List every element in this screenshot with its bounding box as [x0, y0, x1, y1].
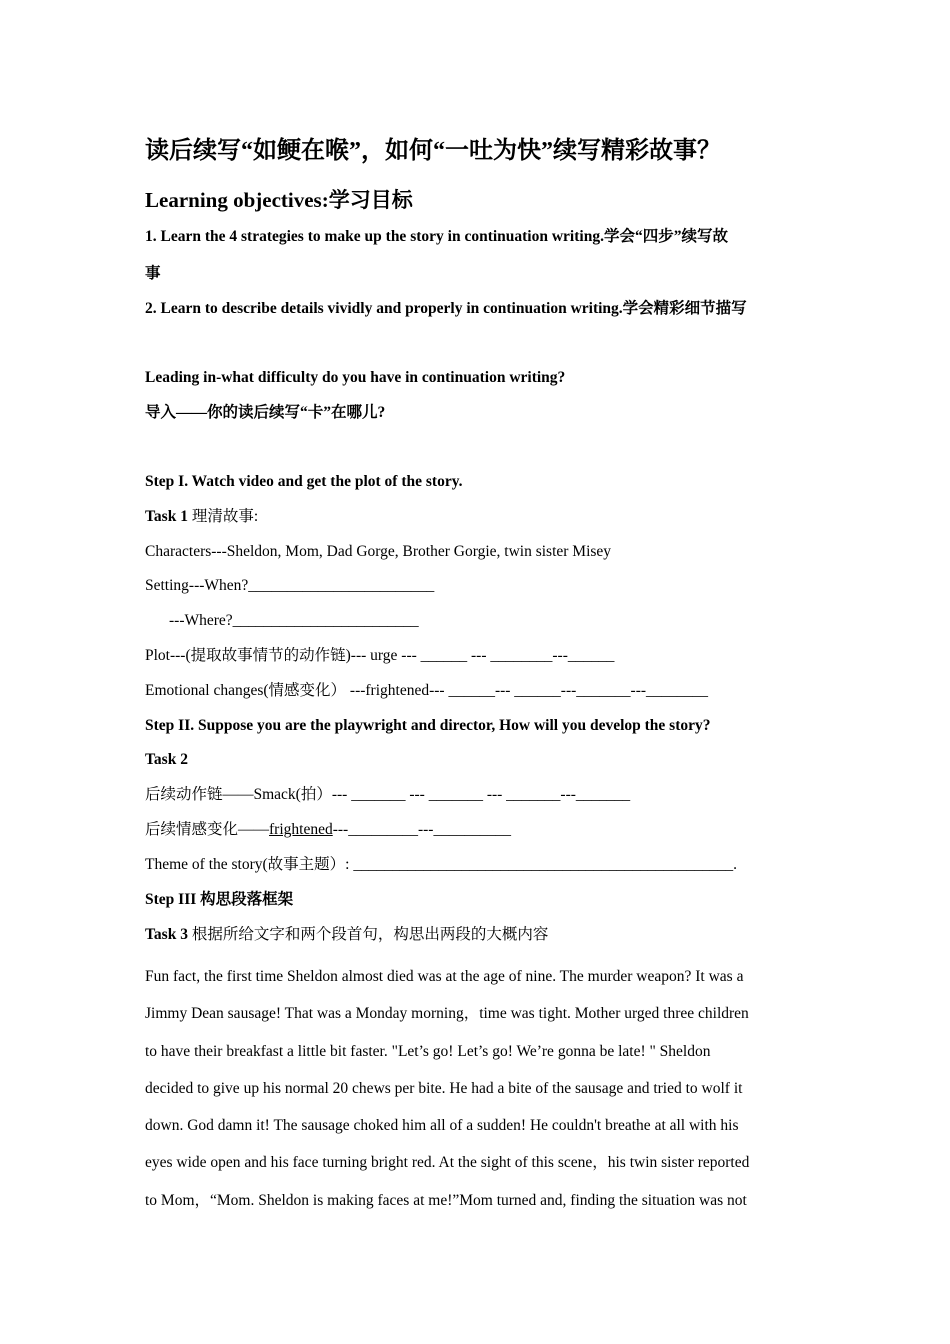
objective-1-continued: 事: [145, 265, 161, 282]
setting-when-line: Setting---When?________________________: [145, 577, 435, 594]
setting-where-line: ---Where?________________________: [169, 612, 419, 629]
document-title: 读后续写“如鲠在喉”，如何“一吐为快”续写精彩故事？: [145, 138, 721, 164]
paragraph-line: eyes wide open and his face turning bright red. At the sight of this scene，his twin sister reported: [145, 1154, 750, 1172]
characters-line: Characters---Sheldon, Mom, Dad Gorge, Brother Gorgie, twin sister Misey: [145, 543, 612, 560]
paragraph-line: to Mom，“Mom. Sheldon is making faces at me!”Mom turned and, finding the situation was not: [145, 1191, 747, 1209]
step-2-heading: Step II. Suppose you are the playwright and director, How will you develop the story?: [145, 717, 711, 734]
step-3-heading: Step III 构思段落框架: [145, 891, 294, 908]
task-3: [145, 925, 548, 945]
task-1-label: Task 1: [145, 508, 188, 525]
task-1-text: 理清故事:: [187, 508, 259, 525]
objective-1: 1. Learn the 4 strategies to make up the story in continuation writing.学会“四步”续写故: [145, 228, 728, 245]
paragraph-line: decided to give up his normal 20 chews per bite. He had a bite of the sausage and tried to wolf it: [145, 1079, 743, 1097]
story-paragraph: [145, 958, 810, 1219]
plot-line: Plot---(提取故事情节的动作链)--- urge --- ______ --- ________---______: [145, 647, 615, 664]
leading-in-chinese: 导入——你的读后续写“卡”在哪儿?: [145, 404, 386, 421]
task-2-label: Task 2: [145, 751, 188, 768]
paragraph-line: down. God damn it! The sausage choked him all of a sudden! He couldn't breathe at all with his: [145, 1117, 739, 1135]
objectives-heading: Learning objectives:学习目标: [145, 188, 413, 212]
theme-line: Theme of the story(故事主题）: _________________________________________________.: [145, 856, 737, 873]
paragraph-line: Jimmy Dean sausage! That was a Monday morning，time was tight. Mother urged three children: [145, 1005, 749, 1023]
task-3-text: 根据所给文字和两个段首句，构思出两段的大概内容: [187, 926, 549, 943]
task-1: [145, 507, 258, 527]
paragraph-line: Fun fact, the first time Sheldon almost died was at the age of nine. The murder weapon? It was a: [145, 968, 744, 985]
objective-2: 2. Learn to describe details vividly and properly in continuation writing.学会精彩细节描写: [145, 300, 747, 317]
emotional-changes-line: Emotional changes(情感变化） ---frightened--- ______--- ______---_______---________: [145, 682, 709, 699]
paragraph-line: to have their breakfast a little bit faster. "Let’s go! Let’s go! We’re gonna be late! " Sheldon: [145, 1042, 711, 1060]
frightened-underlined: frightened: [269, 821, 333, 838]
task-3-label: Task 3: [145, 926, 188, 943]
action-chain-line: 后续动作链——Smack(拍）--- _______ --- _______ --- _______---_______: [145, 786, 631, 803]
emotion-chain-line: 后续情感变化——frightened---_________---__________: [145, 821, 511, 838]
leading-in-english: Leading in-what difficulty do you have in continuation writing?: [145, 369, 566, 386]
step-1-heading: Step I. Watch video and get the plot of the story.: [145, 473, 463, 490]
